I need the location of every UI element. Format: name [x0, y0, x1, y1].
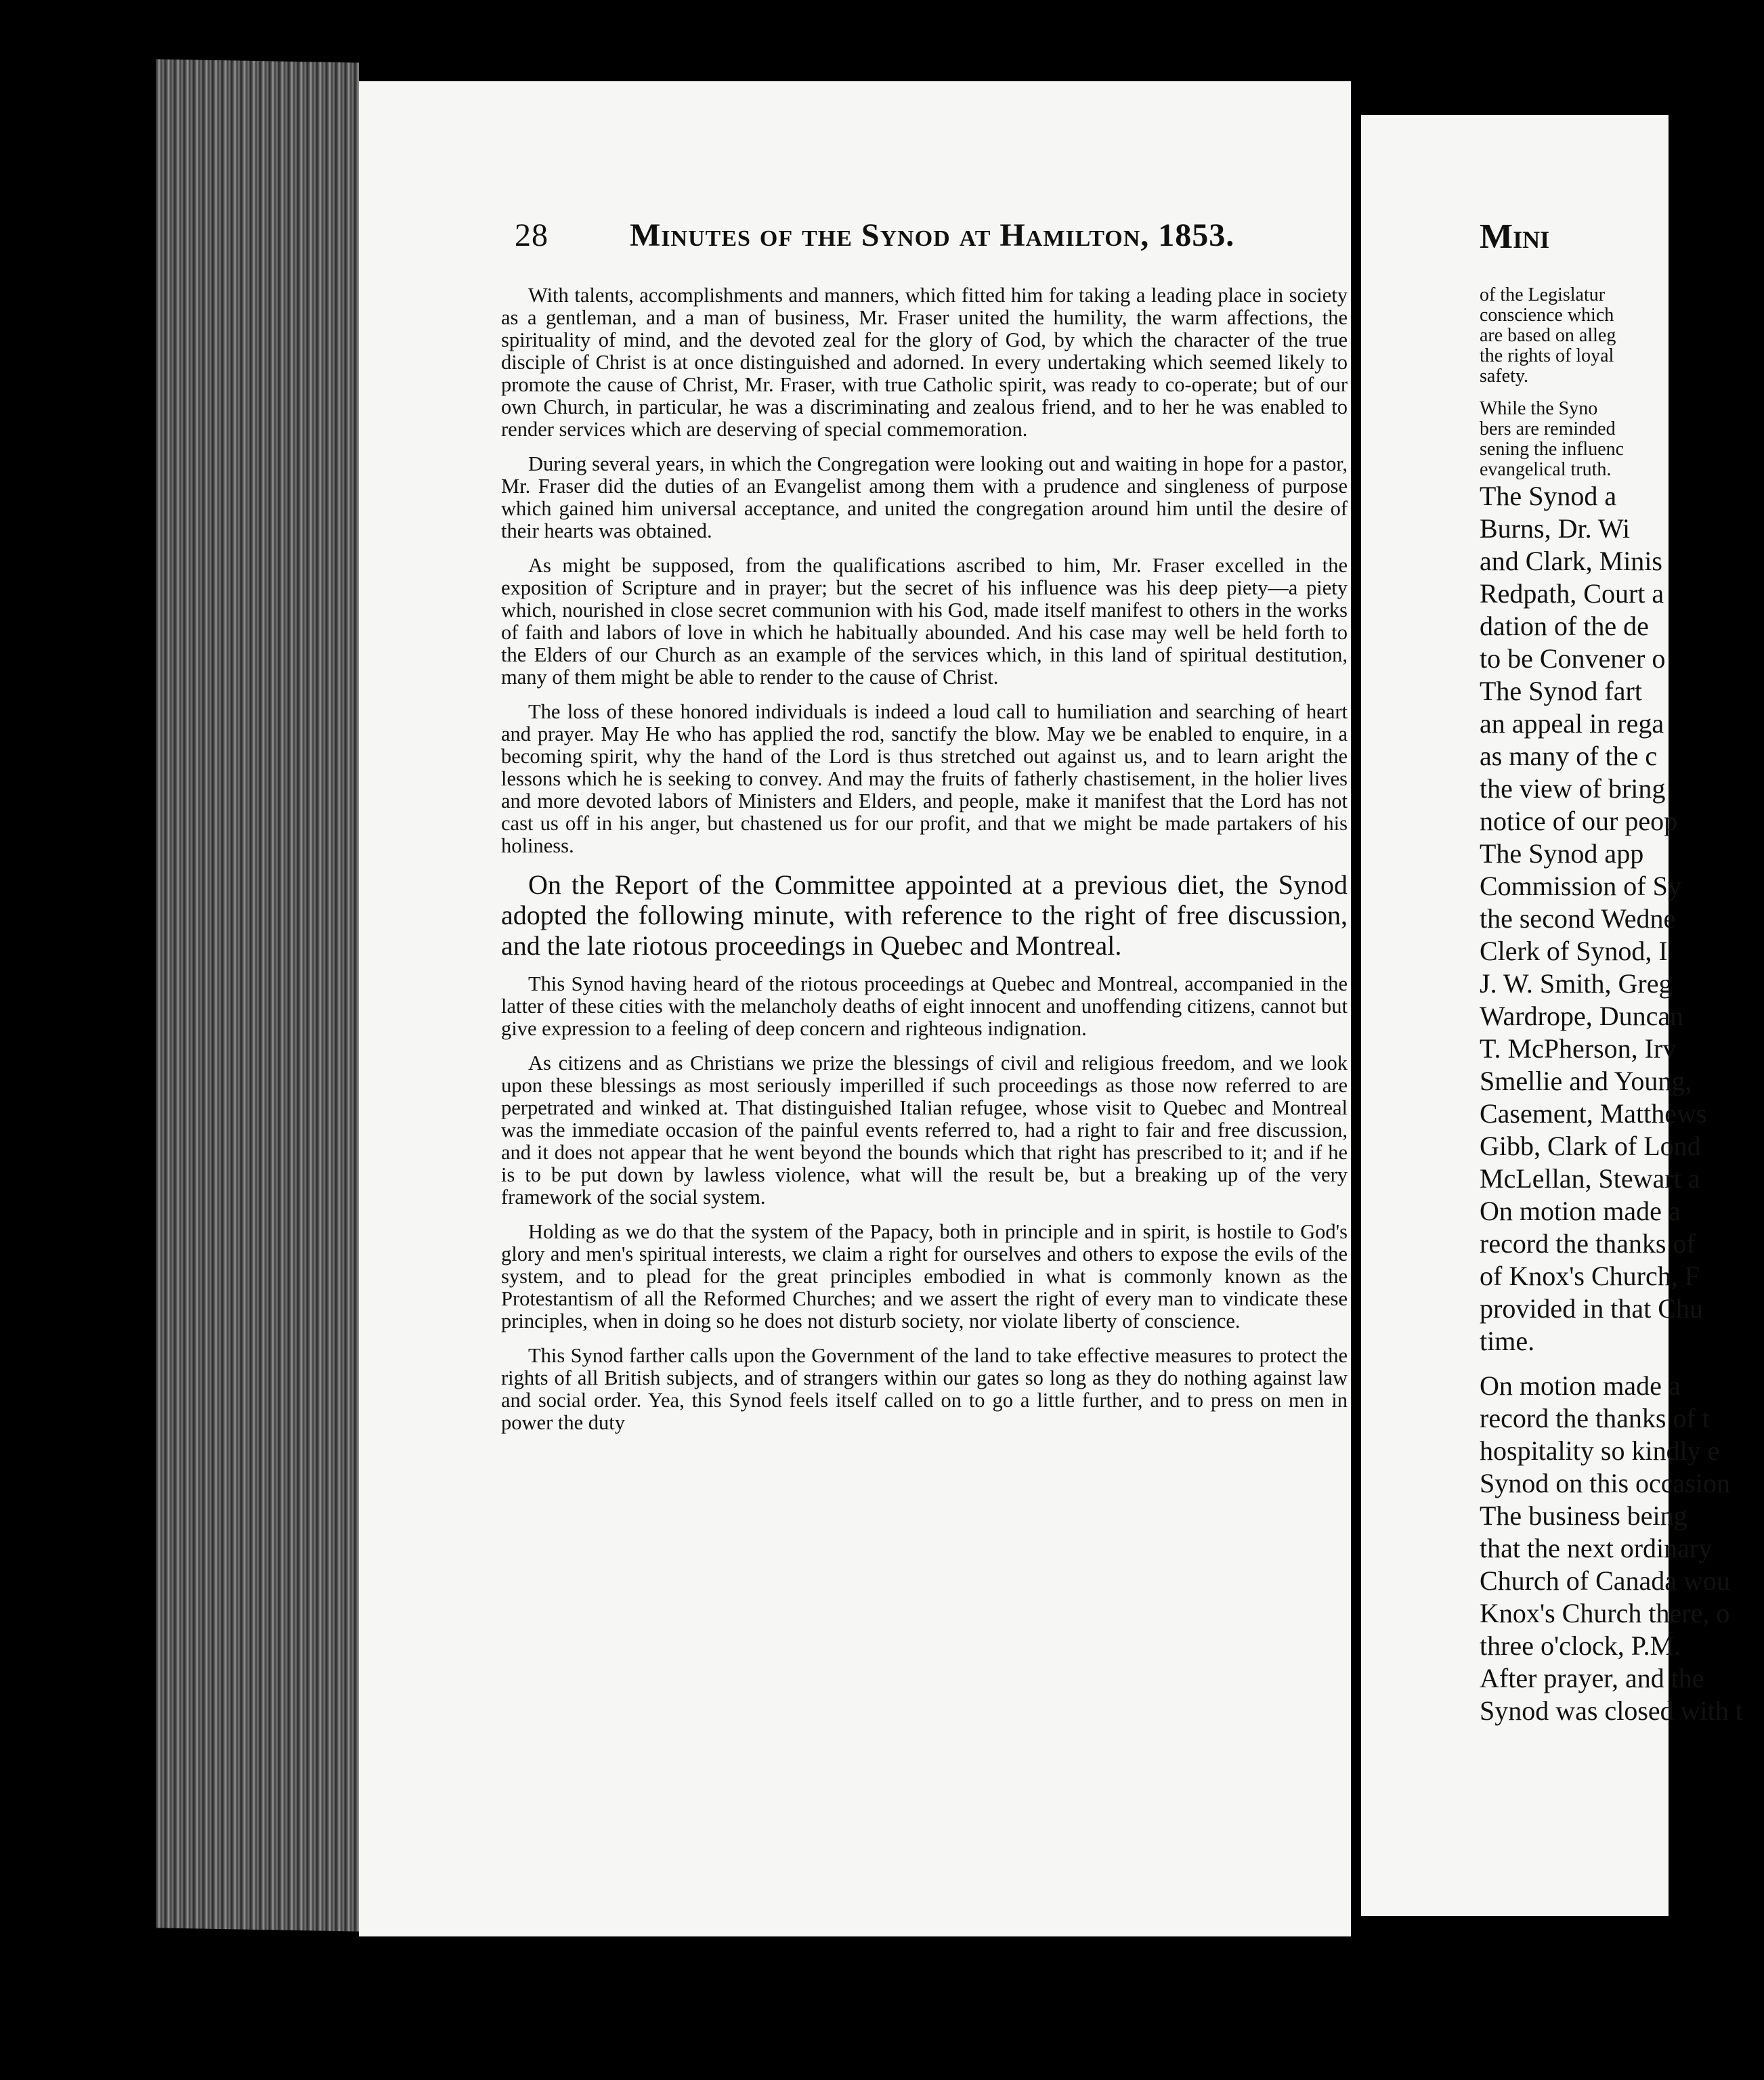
text-line: of the Legislatur: [1480, 284, 1606, 305]
text-line: notice of our peop: [1480, 806, 1678, 836]
line-gap: [1480, 387, 1764, 399]
text-line: record the thanks of t: [1480, 1403, 1710, 1433]
text-line: On motion made a: [1480, 1196, 1681, 1226]
page-number: 28: [515, 217, 548, 253]
text-line: hospitality so kindly e: [1480, 1435, 1720, 1466]
text-line: of Knox's Church, F: [1480, 1261, 1700, 1291]
right-page-lines: [1480, 285, 1764, 1727]
paragraph: As might be supposed, from the qualifications ascribed to him, Mr. Fraser excelled in the exposition of Scripture and in prayer; but the secret of his influence was his deep piety—a piety which, nourished in close secret communion with his God, made itself manifest to others in the works of faith and labors of love in which he habitually abounded. And his case may well be held forth to the Elders of our Church as an example of the services which, in this land of spiritual destitution, many of them might be able to render to the cause of Christ.: [501, 554, 1348, 689]
right-page-body: [1480, 217, 1764, 1727]
text-line: bers are reminded: [1480, 418, 1616, 439]
text-line: While the Syno: [1480, 398, 1598, 419]
text-line: Commission of Sy: [1480, 871, 1681, 901]
running-title: Minutes of the Synod at Hamilton, 1853.: [630, 217, 1235, 253]
text-line: J. W. Smith, Greg: [1480, 968, 1673, 999]
text-line: time.: [1480, 1326, 1535, 1356]
text-line: Church of Canada wou: [1480, 1565, 1730, 1596]
text-line: Synod on this occasion: [1480, 1468, 1730, 1498]
right-running-title: Mini: [1480, 217, 1550, 256]
text-line: evangelical truth.: [1480, 459, 1612, 480]
text-line: Synod was closed with t: [1480, 1695, 1743, 1726]
text-line: the view of bring: [1480, 773, 1666, 804]
text-line: Clerk of Synod, I: [1480, 936, 1668, 966]
text-line: Burns, Dr. Wi: [1480, 513, 1631, 544]
paragraph: With talents, accomplishments and manners, which fitted him for taking a leading place in society as a gentleman, and a man of business, Mr. Fraser united the humility, the warm affections, the spirituality of mind, and the devoted zeal for the glory of God, by which the character of the true disciple of Christ is at once distinguished and adorned. In every undertaking which seemed likely to promote the cause of Christ, Mr. Fraser, with true Catholic spirit, was ready to co-operate; but of our own Church, in particular, he was a discriminating and zealous friend, and to her he was enabled to render services which are deserving of special commemoration.: [501, 284, 1348, 441]
text-line: Gibb, Clark of Lond: [1480, 1131, 1701, 1161]
text-line: Casement, Matthews: [1480, 1098, 1707, 1129]
text-line: conscience which: [1480, 305, 1614, 326]
text-line: Redpath, Court a: [1480, 578, 1664, 609]
paragraph: This Synod farther calls upon the Government of the land to take effective measures to protect the rights of all British subjects, and of strangers within our gates so long as they do nothing against law and social order. Yea, this Synod feels itself called on to go a little further, and to press on men in power the duty: [501, 1344, 1348, 1434]
text-line: record the thanks of: [1480, 1228, 1696, 1259]
paragraph: During several years, in which the Congregation were looking out and waiting in hope for a pastor, Mr. Fraser did the duties of an Evangelist among them with a prudence and singleness of purpose which gained him universal acceptance, and united the congregation around him until the desire of their hearts was obtained.: [501, 452, 1348, 542]
paragraph: Holding as we do that the system of the Papacy, both in principle and in spirit, is hostile to God's glory and men's spiritual interests, we claim a right for ourselves and others to expose the evils of the system, and to plead for the great principles embodied in what is commonly known as the Protestantism of all the Reformed Churches; and we assert the right of every man to vindicate these principles, when in doing so he does not disturb society, nor violate liberty of conscience.: [501, 1220, 1348, 1332]
text-line: three o'clock, P.M.: [1480, 1630, 1681, 1661]
text-line: The Synod fart: [1480, 676, 1642, 706]
text-line: that the next ordinary: [1480, 1533, 1713, 1563]
text-line: The Synod a: [1480, 481, 1617, 511]
text-line: Smellie and Young,: [1480, 1066, 1692, 1096]
text-line: the rights of loyal: [1480, 345, 1614, 366]
text-line: are based on alleg: [1480, 325, 1616, 346]
text-line: sening the influenc: [1480, 439, 1625, 460]
paragraph: The loss of these honored individuals is indeed a loud call to humiliation and searching of heart and prayer. May He who has applied the rod, sanctify the blow. May we be enabled to enquire, in a becoming spirit, why the hand of the Lord is thus stretched out against us, and to learn aright the lessons which he is seeking to convey. And may the fruits of fatherly chastisement, in the holier lives and more devoted labors of Ministers and Elders, and people, make it manifest that the Lord has not cast us off in his anger, but chastened us for our profit, and that we might be made partakers of his holiness.: [501, 700, 1348, 857]
text-line: safety.: [1480, 366, 1529, 387]
text-line: dation of the de: [1480, 611, 1649, 641]
left-page-body: [501, 284, 1348, 1446]
text-line: and Clark, Minis: [1480, 546, 1662, 576]
text-line: T. McPherson, Irv: [1480, 1033, 1677, 1064]
text-line: an appeal in rega: [1480, 708, 1664, 739]
text-line: provided in that Chu: [1480, 1293, 1703, 1324]
text-line: The business being: [1480, 1500, 1687, 1531]
text-line: McLellan, Stewart a: [1480, 1163, 1700, 1194]
text-line: as many of the c: [1480, 741, 1658, 771]
text-line: Knox's Church there, o: [1480, 1598, 1730, 1628]
text-line: to be Convener o: [1480, 643, 1666, 674]
book-page-edges: [156, 59, 359, 1931]
minute-heading-paragraph: On the Report of the Committee appointed at a previous diet, the Synod adopted the following minute, with reference to the right of free discussion, and the late riotous proceedings in Quebec and Montreal.: [501, 869, 1348, 961]
text-line: Wardrope, Duncan: [1480, 1001, 1684, 1031]
line-gap: [1480, 1358, 1764, 1370]
text-line: the second Wedne: [1480, 903, 1676, 934]
text-line: On motion made a: [1480, 1370, 1681, 1401]
paragraph: This Synod having heard of the riotous proceedings at Quebec and Montreal, accompanied in the latter of these cities with the melancholy deaths of eight innocent and unoffending citizens, cannot but give expression to a feeling of deep concern and righteous indignation.: [501, 972, 1348, 1040]
paragraph: As citizens and as Christians we prize the blessings of civil and religious freedom, and we look upon these blessings as most seriously imperilled if such proceedings as those now referred to are perpetrated and winked at. That distinguished Italian refugee, whose visit to Quebec and Montreal was the immediate occasion of the painful events referred to, had a right to fair and free discussion, and it does not appear that he went beyond the bounds which that right has prescribed to it; and if he is to be put down by lawless violence, what will the result be, but a breaking up of the very framework of the social system.: [501, 1052, 1348, 1209]
text-line: After prayer, and the: [1480, 1663, 1704, 1693]
text-line: The Synod app: [1480, 838, 1644, 869]
